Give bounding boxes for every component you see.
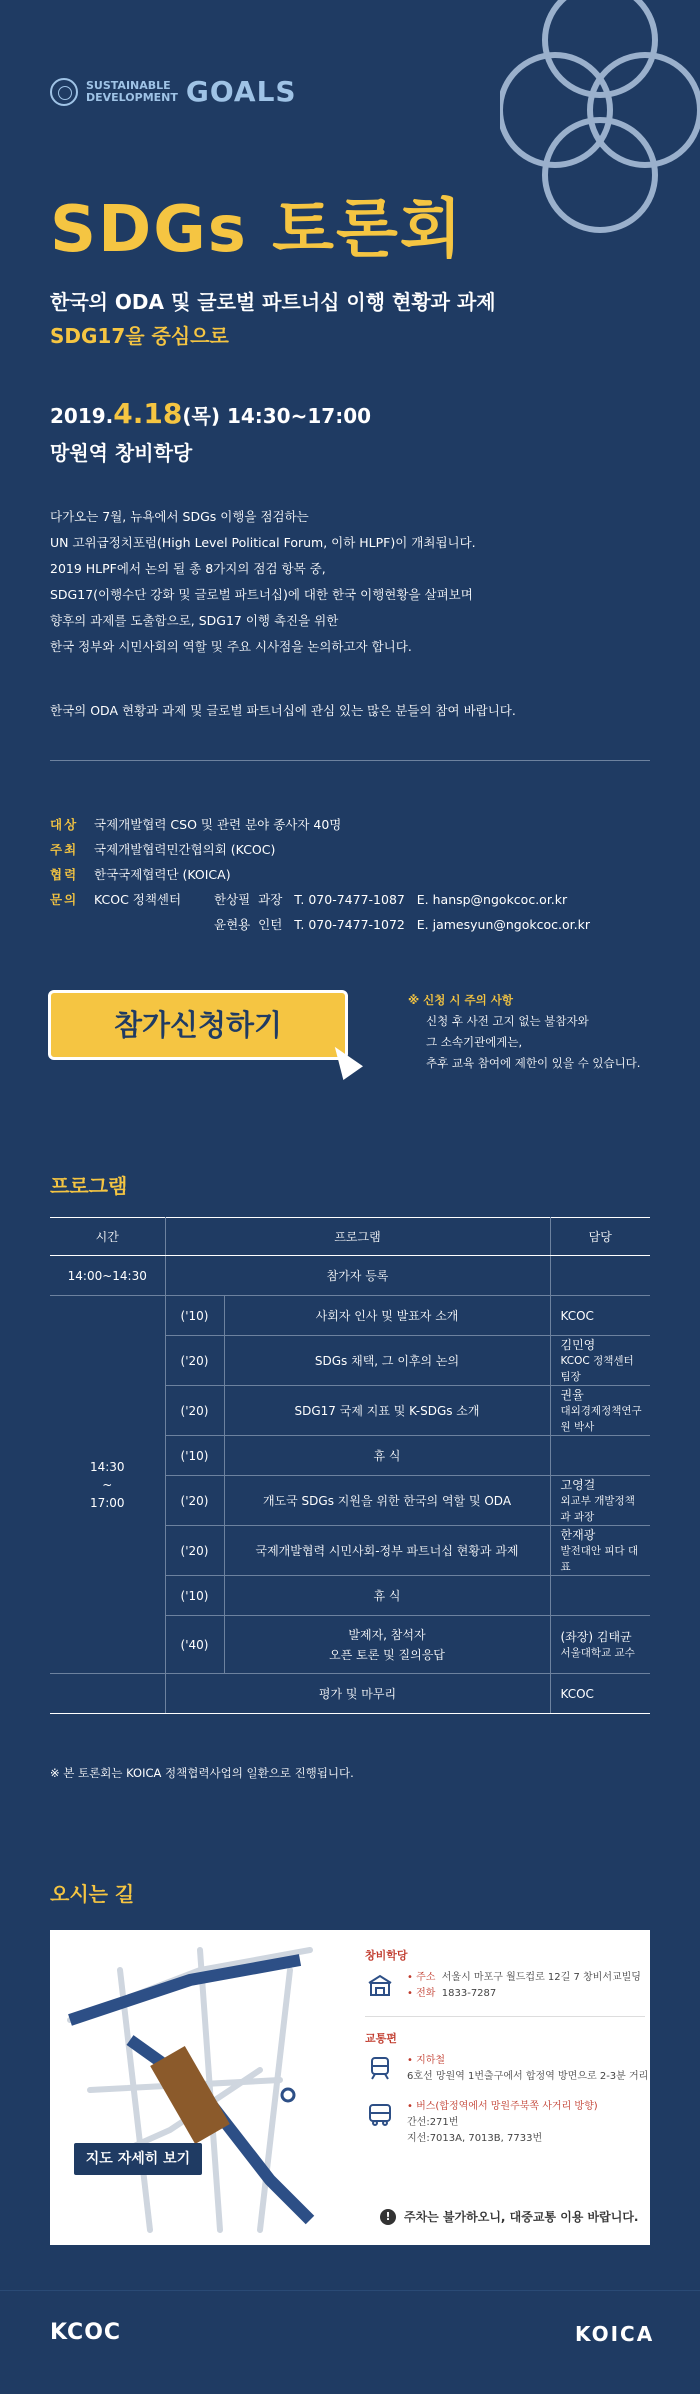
- parking-notice: [380, 2208, 639, 2225]
- event-time: 14:30~17:00: [226, 404, 372, 428]
- closing-presenter: KCOC: [550, 1674, 650, 1714]
- row-presenter: KCOC: [550, 1296, 650, 1336]
- row-presenter: 김민영 KCOC 정책센터 팀장: [550, 1336, 650, 1386]
- koica-logo: KOICA: [575, 2322, 655, 2346]
- intro-text: [50, 504, 650, 660]
- date-main: 4.18: [113, 397, 183, 430]
- row-duration: ('20): [165, 1526, 224, 1576]
- event-venue: 망원역 창비학당: [50, 441, 193, 465]
- sdg-logo: [50, 75, 297, 108]
- row-title: 사회자 인사 및 발표자 소개: [224, 1296, 550, 1336]
- row-title: 휴 식: [224, 1436, 550, 1476]
- table-row: [50, 1296, 650, 1336]
- map-detail-button[interactable]: 지도 자세히 보기: [74, 2143, 202, 2175]
- un-emblem-icon: [50, 78, 78, 106]
- notice-line: 신청 후 사전 고지 없는 불참자와: [426, 1014, 589, 1028]
- row-duration: ('20): [165, 1476, 224, 1526]
- address-label: • 주소: [407, 1972, 436, 1983]
- intro-line: SDG17(이행수단 강화 및 글로벌 파트너십)에 대한 한국 이행현황을 살펴보며: [50, 587, 473, 602]
- row-presenter: 권율 대외경제정책연구원 박사: [550, 1386, 650, 1436]
- row-title: 개도국 SDGs 지원을 위한 한국의 역할 및 ODA: [224, 1476, 550, 1526]
- session-end: 17:00: [89, 1495, 125, 1510]
- sdg-logo-line1: SUSTAINABLE: [86, 78, 171, 92]
- event-info: [50, 812, 590, 937]
- target-value: 국제개발협력 CSO 및 관련 분야 종사자 40명: [94, 817, 342, 832]
- intro-line: 한국 정부와 시민사회의 역할 및 주요 시사점을 논의하고자 합니다.: [50, 639, 412, 654]
- notice-line: 추후 교육 참여에 제한이 있을 수 있습니다.: [426, 1056, 641, 1070]
- contact-person-2: 윤현용 인턴 T. 070-7477-1072 E. jamesyun@ngokcoc.or.kr: [214, 917, 590, 932]
- partner-value: 한국국제협력단 (KOICA): [94, 867, 231, 882]
- partner-label: 협력: [50, 867, 79, 882]
- program-footnote: ※ 본 토론회는 KOICA 정책협력사업의 일환으로 진행됩니다.: [50, 1766, 354, 1780]
- row-duration: ('20): [165, 1336, 224, 1386]
- program-heading: 프로그램: [50, 1174, 128, 1198]
- contact-label: 문의: [50, 892, 79, 907]
- decorative-circles: [500, 0, 700, 250]
- closing-title: 평가 및 마무리: [165, 1674, 550, 1714]
- subway-value: 6호선 망원역 1번출구에서 합정역 방면으로 2-3분 거리: [407, 2071, 649, 2082]
- address-value: 서울시 마포구 월드컵로 12길 7 창비서교빌딩: [441, 1972, 641, 1983]
- directions-info: [365, 1948, 649, 2161]
- registration-time: 14:00~14:30: [50, 1256, 165, 1296]
- subtitle-focus: SDG17을 중심으로: [50, 324, 229, 348]
- notice-line: 그 소속기관에게는,: [426, 1035, 523, 1049]
- directions-card: [50, 1930, 650, 2245]
- row-title: 발제자, 참석자 오픈 토론 및 질의응답: [224, 1616, 550, 1674]
- host-value: 국제개발협력민간협의회 (KCOC): [94, 842, 276, 857]
- table-row: [50, 1256, 650, 1296]
- apply-button[interactable]: 참가신청하기: [48, 990, 348, 1060]
- info-divider: [365, 2016, 645, 2017]
- transit-title: 교통편: [365, 2032, 397, 2045]
- row-title: 휴 식: [224, 1576, 550, 1616]
- notice-title: ※ 신청 시 주의 사항: [408, 993, 513, 1007]
- session-time: [50, 1296, 165, 1674]
- bus-branch: 지선:7013A, 7013B, 7733번: [407, 2133, 543, 2144]
- subway-label: • 지하철: [407, 2055, 446, 2066]
- bus-icon: [365, 2099, 395, 2129]
- col-time: 시간: [50, 1218, 165, 1256]
- kcoc-logo: KCOC: [50, 2320, 122, 2345]
- section-divider: [50, 760, 650, 761]
- row-title: 국제개발협력 시민사회-정부 파트너십 현황과 과제: [224, 1526, 550, 1576]
- parking-text: 주차는 불가하오니, 대중교통 이용 바랍니다.: [404, 2210, 639, 2224]
- directions-heading: 오시는 길: [50, 1882, 135, 1906]
- date-year: 2019.: [50, 404, 114, 428]
- map-image: [50, 1930, 350, 2245]
- venue-title: 창비학당: [365, 1949, 408, 1962]
- table-header-row: [50, 1218, 650, 1256]
- row-title: SDGs 채택, 그 이후의 논의: [224, 1336, 550, 1386]
- footer-divider: [0, 2290, 700, 2291]
- session-sep: ~: [102, 1477, 113, 1492]
- row-duration: ('40): [165, 1616, 224, 1674]
- intro-closing: 한국의 ODA 현황과 과제 및 글로벌 파트너십에 관심 있는 많은 분들의 참여 바랍니다.: [50, 703, 516, 718]
- contact-org: KCOC 정책센터: [94, 892, 182, 907]
- apply-notice: [408, 990, 640, 1074]
- row-presenter: 고영걸 외교부 개발정책과 과장: [550, 1476, 650, 1526]
- intro-line: 2019 HLPF에서 논의 될 총 8가지의 점검 항목 중,: [50, 561, 326, 576]
- phone-value: 1833-7287: [441, 1988, 497, 1999]
- table-row: [50, 1674, 650, 1714]
- info-icon: !: [380, 2209, 396, 2225]
- sdg-logo-goals: GOALS: [185, 75, 297, 108]
- row-duration: ('20): [165, 1386, 224, 1436]
- bus-label: • 버스(합정역에서 망원주북쪽 사거리 방향): [407, 2101, 598, 2112]
- subway-icon: [365, 2053, 395, 2083]
- event-date: [50, 397, 371, 430]
- session-start: 14:30: [89, 1459, 125, 1474]
- bus-trunk: 간선:271번: [407, 2117, 459, 2128]
- row-title: SDG17 국제 지표 및 K-SDGs 소개: [224, 1386, 550, 1436]
- building-icon: [365, 1970, 395, 2000]
- intro-line: 향후의 과제를 도출함으로, SDG17 이행 촉진을 위한: [50, 613, 339, 628]
- intro-line: UN 고위급정치포럼(High Level Political Forum, 이하 HLPF)이 개최됩니다.: [50, 535, 476, 550]
- row-duration: ('10): [165, 1296, 224, 1336]
- target-label: 대상: [50, 817, 79, 832]
- registration: 참가자 등록: [165, 1256, 550, 1296]
- sdg-logo-line2: DEVELOPMENT: [86, 90, 178, 104]
- phone-label: • 전화: [407, 1988, 436, 1999]
- intro-line: 다가오는 7월, 뉴욕에서 SDGs 이행을 점검하는: [50, 509, 309, 524]
- subtitle: 한국의 ODA 및 글로벌 파트너십 이행 현황과 과제: [50, 290, 496, 314]
- program-table: [50, 1217, 650, 1714]
- row-presenter: 한재광 발전대안 피다 대표: [550, 1526, 650, 1576]
- row-duration: ('10): [165, 1436, 224, 1476]
- row-presenter: (좌장) 김태균 서울대학교 교수: [550, 1616, 650, 1674]
- col-program: 프로그램: [165, 1218, 550, 1256]
- row-duration: ('10): [165, 1576, 224, 1616]
- host-label: 주최: [50, 842, 79, 857]
- date-day: (목): [182, 404, 220, 428]
- contact-person-1: 한상필 과장 T. 070-7477-1087 E. hansp@ngokcoc.or.kr: [214, 892, 568, 907]
- col-by: 담당: [550, 1218, 650, 1256]
- page-title: SDGs 토론회: [50, 193, 464, 267]
